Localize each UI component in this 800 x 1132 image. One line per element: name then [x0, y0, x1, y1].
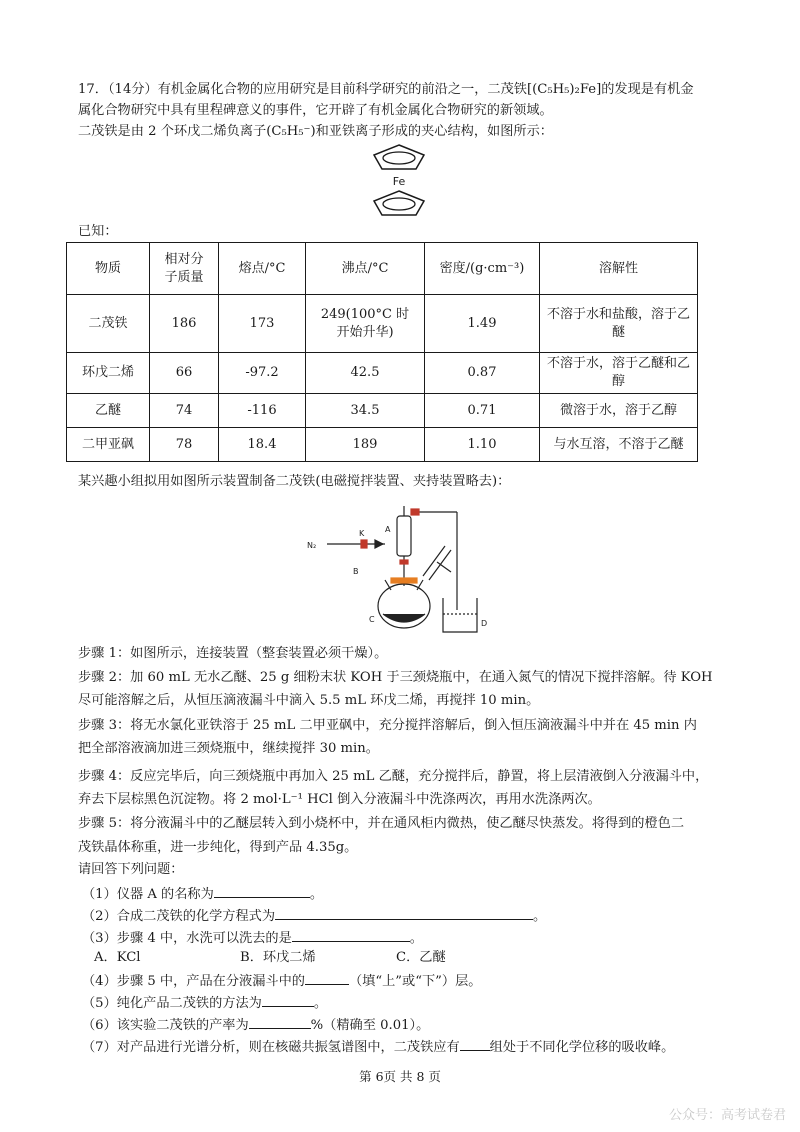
table-cell: 0.87 [425, 353, 540, 394]
step-5-line-1: 步骤 5：将分液漏斗中的乙醚层转入到小烧杯中，并在通风柜内微热，使乙醚尽快蒸发。将得到的橙色二 [78, 816, 685, 831]
option-c[interactable]: C．乙醚 [396, 950, 446, 965]
table-cell: 0.71 [425, 394, 540, 428]
svg-text:C: C [369, 615, 375, 624]
table-cell: 环戊二烯 [67, 353, 150, 394]
table-cell: 微溶于水，溶于乙醇 [540, 394, 698, 428]
table-cell: 78 [150, 428, 219, 462]
question-intro-line-3: 二茂铁是由 2 个环戊二烯负离子(C₅H₅⁻)和亚铁离子形成的夹心结构，如图所示： [78, 124, 553, 139]
table-cell: -97.2 [219, 353, 306, 394]
table-cell: 173 [219, 295, 306, 353]
watermark: 公众号：高考试卷君 [668, 1108, 786, 1123]
option-b[interactable]: B．环戊二烯 [240, 950, 316, 965]
answer-blank[interactable] [249, 1014, 311, 1029]
step-1: 步骤 1：如图所示，连接装置（整套装置必须干燥）。 [78, 646, 388, 661]
table-cell: 乙醚 [67, 394, 150, 428]
table-cell: 186 [150, 295, 219, 353]
table-cell: 1.10 [425, 428, 540, 462]
table-cell: 二甲亚砜 [67, 428, 150, 462]
fe-label: Fe [392, 175, 406, 188]
table-cell: -116 [219, 394, 306, 428]
table-cell: 18.4 [219, 428, 306, 462]
answer-blank[interactable] [214, 883, 310, 898]
svg-text:B: B [353, 567, 359, 576]
question-intro-line-1: 17．（14分）有机金属化合物的应用研究是目前科学研究的前沿之一，二茂铁[(C₅H₅)₂Fe]的发现是有机金 [78, 82, 694, 97]
answer-blank[interactable] [275, 905, 533, 920]
answer-blank[interactable] [305, 970, 349, 985]
question-1: （1）仪器 A 的名称为 。 [82, 883, 730, 905]
table-cell: 66 [150, 353, 219, 394]
step-2-line-1: 步骤 2：加 60 mL 无水乙醚、25 g 细粉末状 KOH 于三颈烧瓶中，在通入氮气的情况下搅拌溶解。待 KOH [78, 670, 713, 685]
table-cell: 34.5 [306, 394, 425, 428]
question-6: （6）该实验二茂铁的产率为 %（精确至 0.01）。 [82, 1014, 730, 1036]
table-row [67, 394, 698, 428]
properties-table [66, 242, 698, 462]
question-5: （5）纯化产品二茂铁的方法为 。 [82, 992, 730, 1014]
table-header-cell: 相对分 子质量 [150, 243, 219, 295]
question-2: （2）合成二茂铁的化学方程式为 。 [82, 905, 730, 927]
svg-text:A: A [385, 525, 391, 534]
step-4-line-2: 弃去下层棕黑色沉淀物。将 2 mol·L⁻¹ HCl 倒入分液漏斗中洗涤两次，再用水洗涤两次。 [78, 792, 601, 807]
table-header-cell: 熔点/°C [219, 243, 306, 295]
apparatus-diagram [305, 502, 495, 638]
answer-blank[interactable] [460, 1036, 490, 1051]
table-cell: 与水互溶，不溶于乙醚 [540, 428, 698, 462]
step-3-line-1: 步骤 3：将无水氯化亚铁溶于 25 mL 二甲亚砜中，充分搅拌溶解后，倒入恒压滴液漏斗中并在 45 min 内 [78, 718, 697, 733]
table-cell: 189 [306, 428, 425, 462]
step-2-line-2: 尽可能溶解之后，从恒压滴液漏斗中滴入 5.5 mL 环戊二烯，再搅拌 10 min。 [78, 693, 540, 708]
svg-text:K: K [359, 529, 365, 538]
known-label: 已知： [78, 224, 118, 239]
question-4: （4）步骤 5 中，产品在分液漏斗中的 （填“上”或“下”）层。 [82, 970, 730, 992]
table-cell: 二茂铁 [67, 295, 150, 353]
table-cell: 1.49 [425, 295, 540, 353]
step-4-line-1: 步骤 4：反应完毕后，向三颈烧瓶中再加入 25 mL 乙醚，充分搅拌后，静置，将上层清液倒入分液漏斗中， [78, 769, 709, 784]
questions-prompt: 请回答下列问题： [78, 862, 184, 877]
step-3-line-2: 把全部溶液滴加进三颈烧瓶中，继续搅拌 30 min。 [78, 741, 379, 756]
table-header-cell: 密度/(g·cm⁻³) [425, 243, 540, 295]
step-5-line-2: 茂铁晶体称重，进一步纯化，得到产品 4.35g。 [78, 840, 358, 855]
table-header-cell: 沸点/°C [306, 243, 425, 295]
table-header-cell: 物质 [67, 243, 150, 295]
table-cell: 不溶于水和盐酸，溶于乙醚 [540, 295, 698, 353]
svg-text:D: D [481, 619, 488, 628]
table-cell: 不溶于水，溶于乙醚和乙醇 [540, 353, 698, 394]
table-row [67, 353, 698, 394]
svg-text:N₂: N₂ [307, 541, 317, 550]
option-a[interactable]: A．KCl [94, 950, 141, 965]
question-3: （3）步骤 4 中，水洗可以洗去的是 。 [82, 927, 730, 949]
table-header-cell: 溶解性 [540, 243, 698, 295]
table-row [67, 428, 698, 462]
question-7: （7）对产品进行光谱分析，则在核磁共振氢谱图中，二茂铁应有 组处于不同化学位移的吸收峰。 [82, 1036, 730, 1058]
table-cell: 249(100°C 时 开始升华) [306, 295, 425, 353]
table-cell: 74 [150, 394, 219, 428]
question-intro-line-2: 属化合物研究中具有里程碑意义的事件，它开辟了有机金属化合物研究的新领域。 [78, 103, 553, 118]
table-cell: 42.5 [306, 353, 425, 394]
question-3-options [94, 948, 730, 968]
ferrocene-structure-diagram [366, 141, 432, 221]
page-footer: 第 6页 共 8 页 [359, 1069, 441, 1084]
answer-blank[interactable] [292, 927, 410, 942]
answer-blank[interactable] [262, 992, 314, 1007]
table-header-row [67, 243, 698, 295]
setup-intro: 某兴趣小组拟用如图所示装置制备二茂铁(电磁搅拌装置、夹持装置略去)： [78, 474, 511, 489]
table-row [67, 295, 698, 353]
